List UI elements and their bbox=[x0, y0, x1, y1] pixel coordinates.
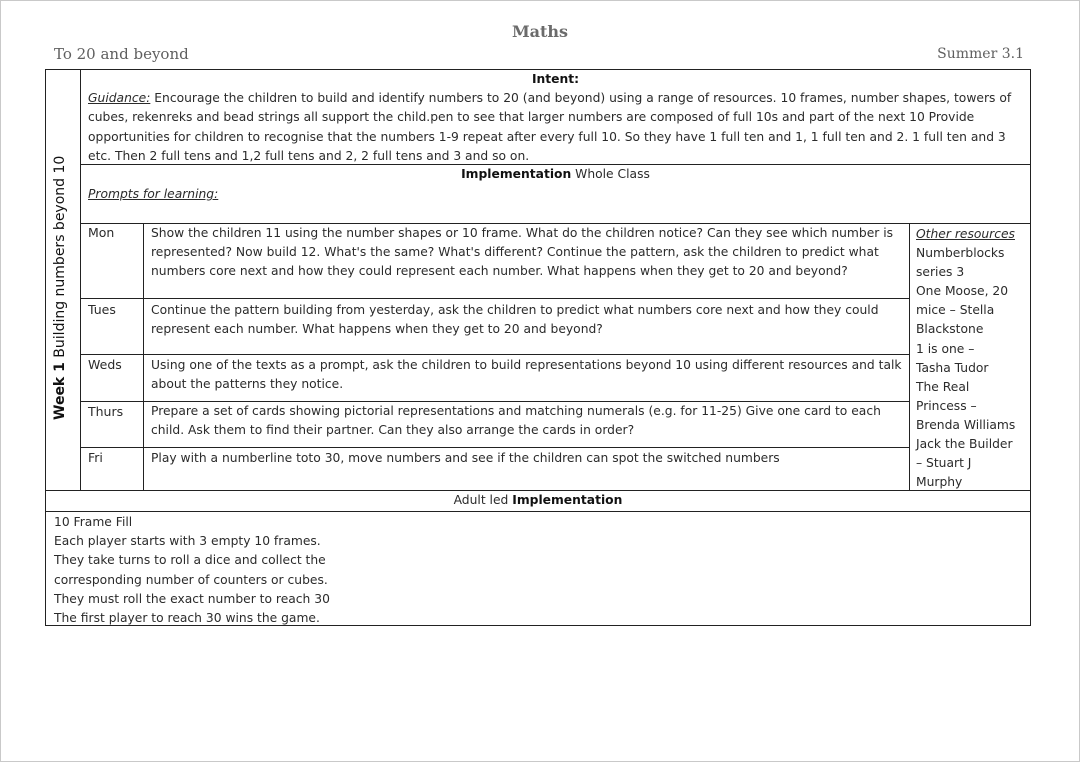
week-column-divider bbox=[80, 69, 81, 490]
game-line: 10 Frame Fill bbox=[54, 515, 133, 529]
resource-line: 1 is one – bbox=[916, 341, 975, 356]
resource-line: series 3 bbox=[916, 265, 965, 280]
term-label: Summer 3.1 bbox=[937, 46, 1024, 62]
game-line: They must roll the exact number to reach 30 bbox=[54, 591, 330, 606]
guidance-text: Encourage the children to build and identify numbers to 20 (and beyond) using a range of resources. 10 frames, number shapes, towers of cubes, rekenreks and bead strings all support the child.pen to see that larger numbers are composed of full 10s and part of the next 10 Provide opportunities for children to recognise that the numbers 1-9 repeat after every full 10. So they have 1 full ten and 1, 1 full ten and 2. 1 full ten and 3 etc. Then 2 full tens and 1,2 full tens and 2, 2 full tens and 3 and so on. bbox=[88, 91, 1012, 163]
resource-line: One Moose, 20 bbox=[916, 284, 1009, 299]
game-line: Each player starts with 3 empty 10 frames. bbox=[54, 534, 321, 549]
day-label: Fri bbox=[88, 450, 103, 465]
game-instructions bbox=[54, 513, 330, 628]
day-label: Tues bbox=[88, 302, 116, 317]
week-title: Building numbers beyond 10 bbox=[52, 155, 68, 363]
game-line: The first player to reach 30 wins the game. bbox=[54, 611, 320, 626]
resource-line: mice – Stella bbox=[916, 303, 995, 318]
day-column-divider bbox=[143, 223, 144, 490]
day-label: Mon bbox=[88, 225, 115, 240]
resource-line: Jack the Builder bbox=[916, 437, 1013, 452]
resource-line: – Stuart J bbox=[916, 456, 972, 471]
resource-line: Brenda Williams bbox=[916, 417, 1016, 432]
day-activity: Prepare a set of cards showing pictorial representations and matching numerals (e.g. for 11-25) Give one card to each child. Ask them to find their partner. Can they also arrange the cards in order? bbox=[151, 404, 881, 437]
day-activity: Show the children 11 using the number shapes or 10 frame. What do the children notice? Can they see which number is represented? Now build 12. What's the same? What's different? Continue the pattern, ask the children to predict what numbers core next and how they could represent each number. What happens when they get to 20 and beyond? bbox=[151, 226, 894, 278]
adult-led-heading-bold: Implementation bbox=[512, 493, 623, 507]
day-activity: Using one of the texts as a prompt, ask the children to build representations beyond 10 using different resources and talk about the patterns they notice. bbox=[151, 358, 902, 391]
resource-line: Tasha Tudor bbox=[916, 360, 989, 375]
resource-line: Blackstone bbox=[916, 322, 984, 337]
implementation-heading bbox=[80, 165, 1031, 184]
game-line: corresponding number of counters or cubes. bbox=[54, 572, 328, 587]
week-label bbox=[52, 156, 68, 420]
resource-line: Numberblocks bbox=[916, 246, 1005, 261]
day-divider bbox=[80, 298, 909, 299]
intent-heading: Intent: bbox=[531, 72, 580, 86]
game-line: They take turns to roll a dice and collect the bbox=[54, 553, 326, 568]
resources-column-divider bbox=[909, 223, 910, 490]
guidance-paragraph bbox=[88, 89, 1023, 166]
resource-line: Murphy bbox=[916, 475, 963, 490]
day-activity: Play with a numberline toto 30, move numbers and see if the children can spot the switched numbers bbox=[151, 451, 780, 465]
day-activity: Continue the pattern building from yesterday, ask the children to predict what numbers core next and how they could represent each number. What happens when they get to 20 and beyond? bbox=[151, 303, 879, 336]
prompts-label: Prompts for learning: bbox=[88, 187, 219, 201]
day-divider bbox=[80, 447, 909, 448]
day-label: Thurs bbox=[88, 404, 124, 419]
day-label: Weds bbox=[88, 357, 122, 372]
adult-divider bbox=[45, 511, 1031, 512]
page-title: Maths bbox=[511, 22, 569, 41]
resource-line: Princess – bbox=[916, 398, 977, 413]
guidance-label: Guidance: bbox=[88, 91, 151, 105]
adult-led-heading-rest: Adult led bbox=[453, 493, 513, 507]
implementation-heading-bold: Implementation bbox=[461, 167, 572, 181]
resources-heading: Other resources bbox=[916, 227, 1015, 241]
day-divider bbox=[80, 354, 909, 355]
topic-label: To 20 and beyond bbox=[54, 45, 189, 63]
resource-line: The Real bbox=[916, 379, 970, 394]
week-number: Week 1 bbox=[52, 362, 68, 420]
implementation-heading-rest: Whole Class bbox=[571, 167, 650, 181]
resources-cell bbox=[916, 225, 1026, 492]
adult-led-heading bbox=[45, 491, 1031, 510]
